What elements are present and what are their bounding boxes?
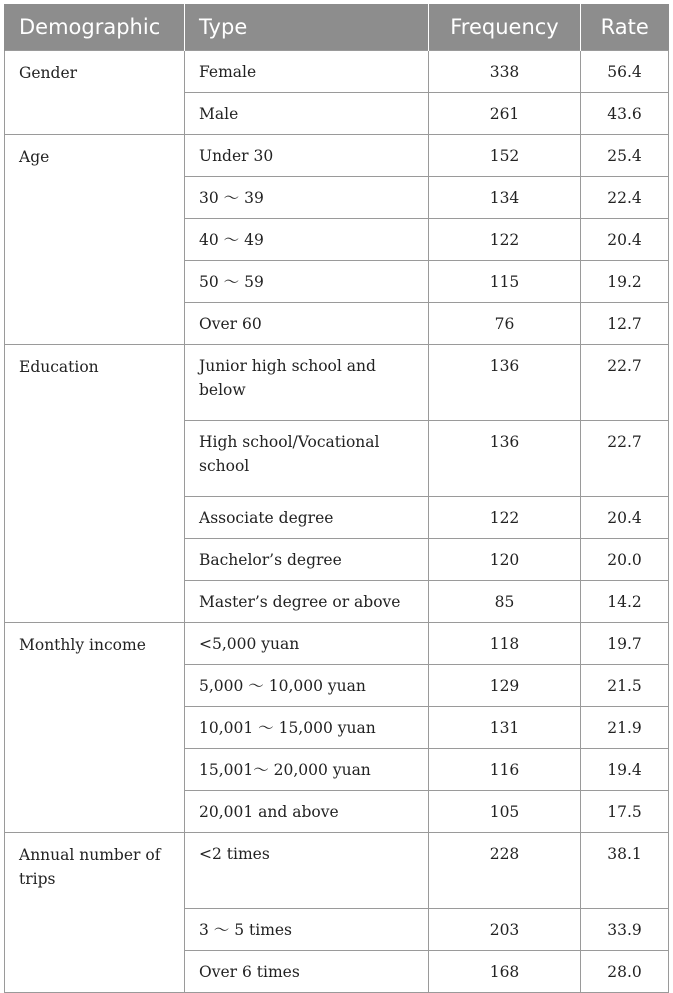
rate-cell: 14.2 (581, 581, 669, 623)
type-cell: 3 ～ 5 times (185, 909, 429, 951)
group-label: Age (5, 135, 185, 345)
table-row (5, 345, 669, 421)
rate-cell: 19.7 (581, 623, 669, 665)
header-frequency: Frequency (429, 4, 581, 51)
rate-cell: 25.4 (581, 135, 669, 177)
frequency-cell: 131 (429, 707, 581, 749)
frequency-cell: 76 (429, 303, 581, 345)
rate-cell: 20.4 (581, 497, 669, 539)
frequency-cell: 129 (429, 665, 581, 707)
frequency-cell: 261 (429, 93, 581, 135)
rate-cell: 21.9 (581, 707, 669, 749)
header-demographic: Demographic (5, 4, 185, 51)
rate-cell: 20.4 (581, 219, 669, 261)
type-cell: Master’s degree or above (185, 581, 429, 623)
type-cell: <5,000 yuan (185, 623, 429, 665)
type-cell: 30 ～ 39 (185, 177, 429, 219)
table-row (5, 623, 669, 665)
type-cell: Junior high school and below (185, 345, 429, 421)
frequency-cell: 85 (429, 581, 581, 623)
rate-cell: 19.4 (581, 749, 669, 791)
type-cell: 50 ～ 59 (185, 261, 429, 303)
header-row (5, 4, 669, 51)
rate-cell: 20.0 (581, 539, 669, 581)
type-cell: High school/Vocational school (185, 421, 429, 497)
rate-cell: 21.5 (581, 665, 669, 707)
type-cell: 40 ～ 49 (185, 219, 429, 261)
header-rate: Rate (581, 4, 669, 51)
frequency-cell: 105 (429, 791, 581, 833)
rate-cell: 38.1 (581, 833, 669, 909)
rate-cell: 17.5 (581, 791, 669, 833)
frequency-cell: 134 (429, 177, 581, 219)
type-cell: Under 30 (185, 135, 429, 177)
type-cell: 20,001 and above (185, 791, 429, 833)
rate-cell: 28.0 (581, 951, 669, 993)
frequency-cell: 228 (429, 833, 581, 909)
frequency-cell: 115 (429, 261, 581, 303)
table-row (5, 135, 669, 177)
type-cell: Associate degree (185, 497, 429, 539)
frequency-cell: 338 (429, 51, 581, 93)
rate-cell: 33.9 (581, 909, 669, 951)
frequency-cell: 116 (429, 749, 581, 791)
type-cell: Bachelor’s degree (185, 539, 429, 581)
frequency-cell: 122 (429, 219, 581, 261)
rate-cell: 22.4 (581, 177, 669, 219)
group-label: Education (5, 345, 185, 623)
type-cell: <2 times (185, 833, 429, 909)
rate-cell: 43.6 (581, 93, 669, 135)
type-cell: 15,001～ 20,000 yuan (185, 749, 429, 791)
group-label: Gender (5, 51, 185, 135)
table-row (5, 51, 669, 93)
table-row (5, 833, 669, 909)
rate-cell: 22.7 (581, 345, 669, 421)
rate-cell: 19.2 (581, 261, 669, 303)
frequency-cell: 152 (429, 135, 581, 177)
frequency-cell: 203 (429, 909, 581, 951)
rate-cell: 22.7 (581, 421, 669, 497)
rate-cell: 56.4 (581, 51, 669, 93)
frequency-cell: 136 (429, 345, 581, 421)
type-cell: Over 6 times (185, 951, 429, 993)
frequency-cell: 136 (429, 421, 581, 497)
header-type: Type (185, 4, 429, 51)
type-cell: 5,000 ～ 10,000 yuan (185, 665, 429, 707)
group-label: Monthly income (5, 623, 185, 833)
rate-cell: 12.7 (581, 303, 669, 345)
frequency-cell: 118 (429, 623, 581, 665)
type-cell: Over 60 (185, 303, 429, 345)
type-cell: 10,001 ～ 15,000 yuan (185, 707, 429, 749)
frequency-cell: 168 (429, 951, 581, 993)
type-cell: Female (185, 51, 429, 93)
group-label: Annual number of trips (5, 833, 185, 993)
frequency-cell: 120 (429, 539, 581, 581)
frequency-cell: 122 (429, 497, 581, 539)
demographics-table (4, 4, 669, 993)
type-cell: Male (185, 93, 429, 135)
